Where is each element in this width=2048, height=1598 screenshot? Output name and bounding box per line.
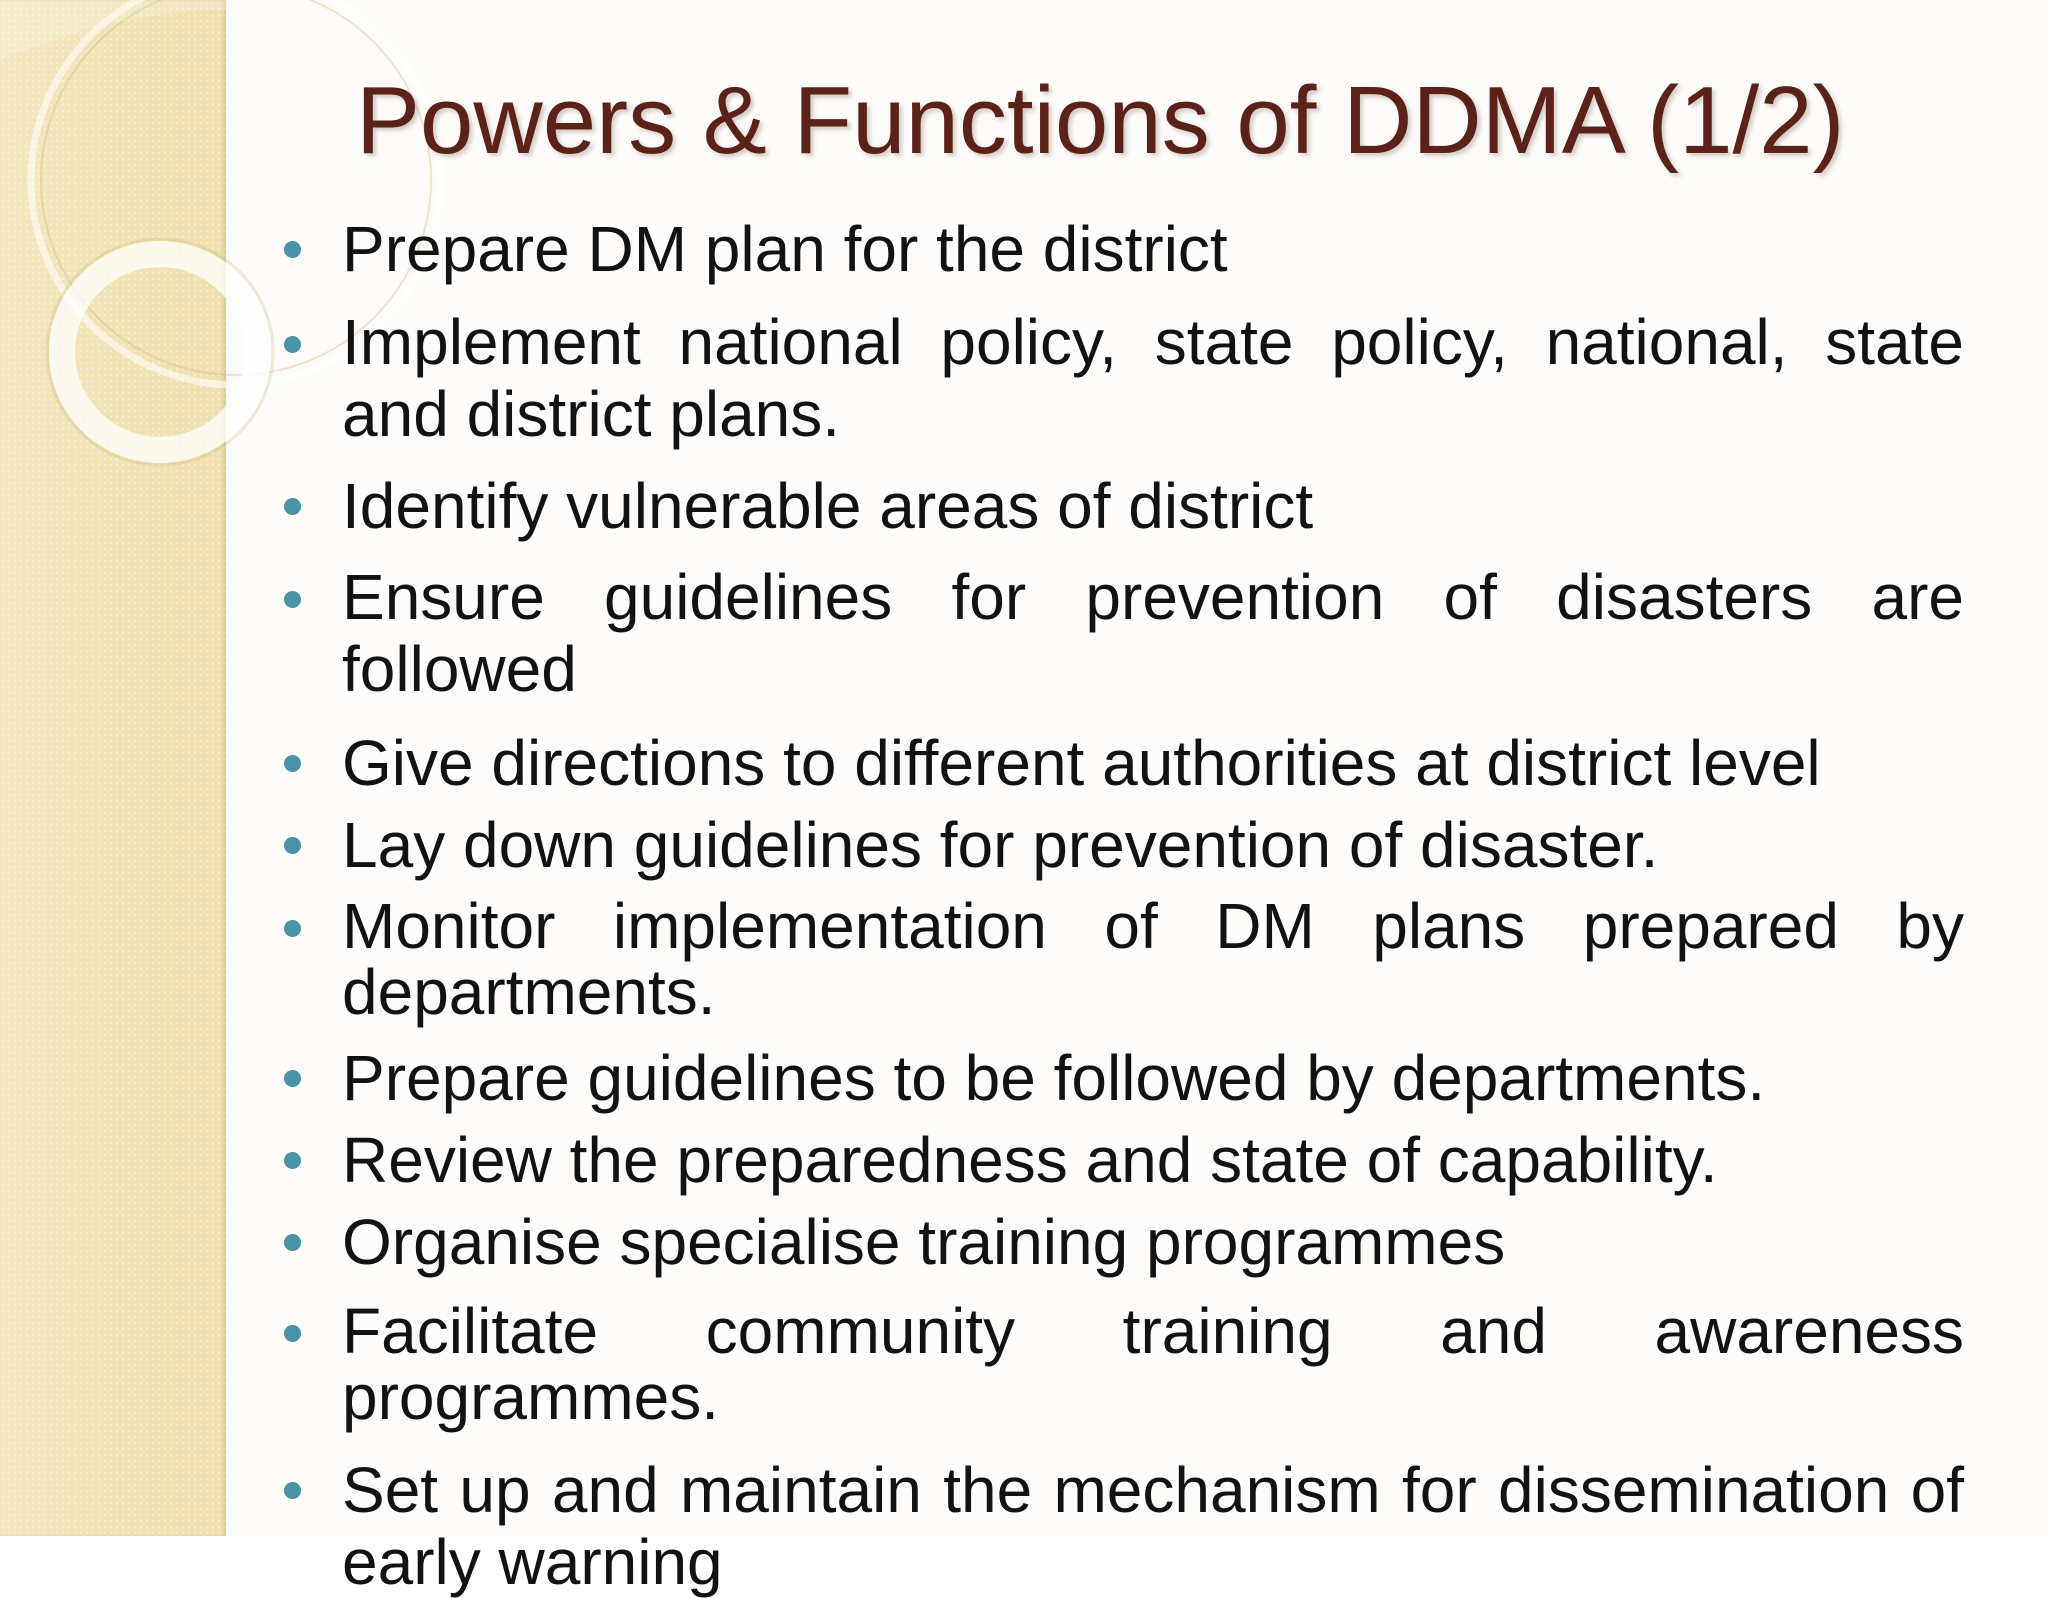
bullet-dot-icon [284, 591, 301, 608]
list-item-text: Identify vulnerable areas of district [342, 470, 1314, 542]
list-item-text: Implement national policy, state policy, national, state and district plans. [342, 306, 1964, 450]
bullet-dot-icon [284, 1234, 301, 1251]
list-item-text: Monitor implementation of DM plans prepared by departments. [342, 890, 1964, 1028]
list-item-text: Ensure guidelines for prevention of disasters are followed [342, 561, 1964, 705]
list-item-text: Review the preparedness and state of capability. [342, 1124, 1718, 1196]
page-title: Powers & Functions of DDMA (1/2) [356, 67, 1845, 174]
list-item-text: Organise specialise training programmes [342, 1206, 1506, 1278]
bullet-dot-icon [284, 336, 301, 353]
bullet-dot-icon [284, 498, 301, 515]
list-item-text: Give directions to different authorities at district level [342, 727, 1821, 799]
bullet-dot-icon [284, 755, 301, 772]
list-item-text: Lay down guidelines for prevention of disaster. [342, 809, 1659, 881]
list-item-text: Set up and maintain the mechanism for dissemination of early warning [342, 1454, 1964, 1598]
list-item-text: Prepare guidelines to be followed by departments. [342, 1042, 1766, 1114]
bullet-dot-icon [284, 920, 301, 937]
bullet-dot-icon [284, 1325, 301, 1342]
list-item-text: Facilitate community training and awareness programmes. [342, 1295, 1964, 1433]
bullet-dot-icon [284, 1152, 301, 1169]
bullet-dot-icon [284, 241, 301, 258]
list-item-text: Prepare DM plan for the district [342, 213, 1228, 285]
bullet-dot-icon [284, 1482, 301, 1499]
bullet-dot-icon [284, 1070, 301, 1087]
bullet-dot-icon [284, 837, 301, 854]
